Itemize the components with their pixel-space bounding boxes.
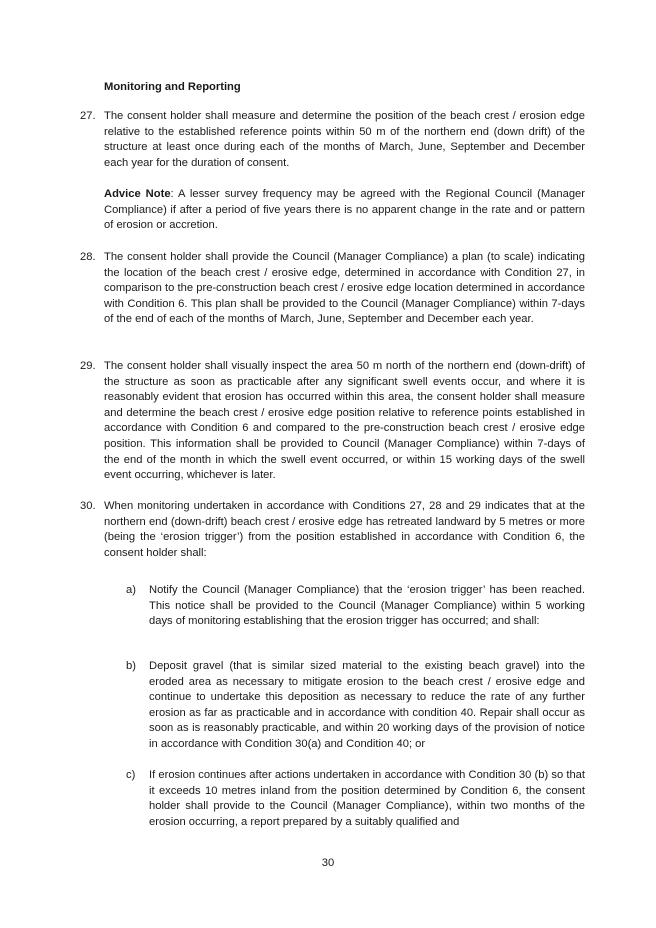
subitem-text: If erosion continues after actions undertaken in accordance with Condition 30 (b) so that it exceeds 10 metres inland from the position determined by Condition 6, the consent holder shall provide to the Council (Manager Compliance), within two months of the erosion occurring, a report prepared by a suitably qualified and [149, 769, 585, 828]
subitem-text: Deposit gravel (that is similar sized material to the existing beach gravel) into the eroded area as necessary to mitigate erosion to the beach crest / erosive edge and continue to undertake this deposition as necessary to reduce the rate of any further erosion as far as practicable and in accordance with condition 40. Repair shall occur as soon as is reasonably practicable, and within 20 working days of the provision of notice in accordance with Condition 30(a) and Condition 40; or [149, 660, 585, 750]
condition-text: The consent holder shall measure and determine the position of the beach crest / erosion edge relative to the established reference points within 50 m of the northern end (down drift) of the structure at least once during each of the months of March, June, September and December each year for the duration of consent. [104, 110, 585, 169]
condition-number: 29. [80, 360, 96, 372]
condition-number: 27. [80, 110, 96, 122]
condition-text: The consent holder shall visually inspect the area 50 m north of the northern end (down-drift) of the structure as soon as practicable after any significant swell events occur, and where it is reasonably evident that erosion has occurred within this area, the consent holder shall measure and determine the beach crest / erosive edge position relative to reference points established in accordance with Condition 6 and compared to the pre-construction beach crest / erosive edge position. This information shall be provided to Council (Manager Compliance) within 7-days of the end of the month in which the swell event occurred, or within 15 working days of the swell event occurring, whichever is later. [104, 360, 585, 482]
subitem-text: Notify the Council (Manager Compliance) that the ‘erosion trigger’ has been reached. This notice shall be provided to the Council (Manager Compliance) within 5 working days of monitoring establishing that the erosion trigger has occurred; and shall: [149, 584, 585, 628]
condition-text: When monitoring undertaken in accordance with Conditions 27, 28 and 29 indicates that at the northern end (down-drift) beach crest / erosive edge has retreated landward by 5 metres or more (being the ‘erosion trigger’) from the position established in accordance with Condition 6, the consent holder shall: [104, 500, 585, 559]
page-number: 30 [321, 857, 335, 869]
subitem-letter: c) [126, 769, 136, 781]
section-heading: Monitoring and Reporting [104, 81, 241, 93]
advice-note [104, 187, 585, 234]
subitem-letter: a) [126, 584, 136, 596]
condition-text: The consent holder shall provide the Council (Manager Compliance) a plan (to scale) indicating the location of the beach crest / erosive edge, determined in accordance with Condition 27, in comparison to the pre-construction beach crest / erosive edge location determined in accordance with Condition 6. This plan shall be provided to the Council (Manager Compliance) within 7-days of the end of each of the months of March, June, September and December each year. [104, 251, 585, 326]
subitem-letter: b) [126, 660, 136, 672]
condition-number: 30. [80, 500, 96, 512]
advice-note-label: Advice Note [104, 188, 171, 200]
condition-number: 28. [80, 251, 96, 263]
advice-note-text: : A lesser survey frequency may be agreed with the Regional Council (Manager Compliance) if after a period of five years there is no apparent change in the rate and or pattern of erosion or accretion. [104, 188, 585, 232]
